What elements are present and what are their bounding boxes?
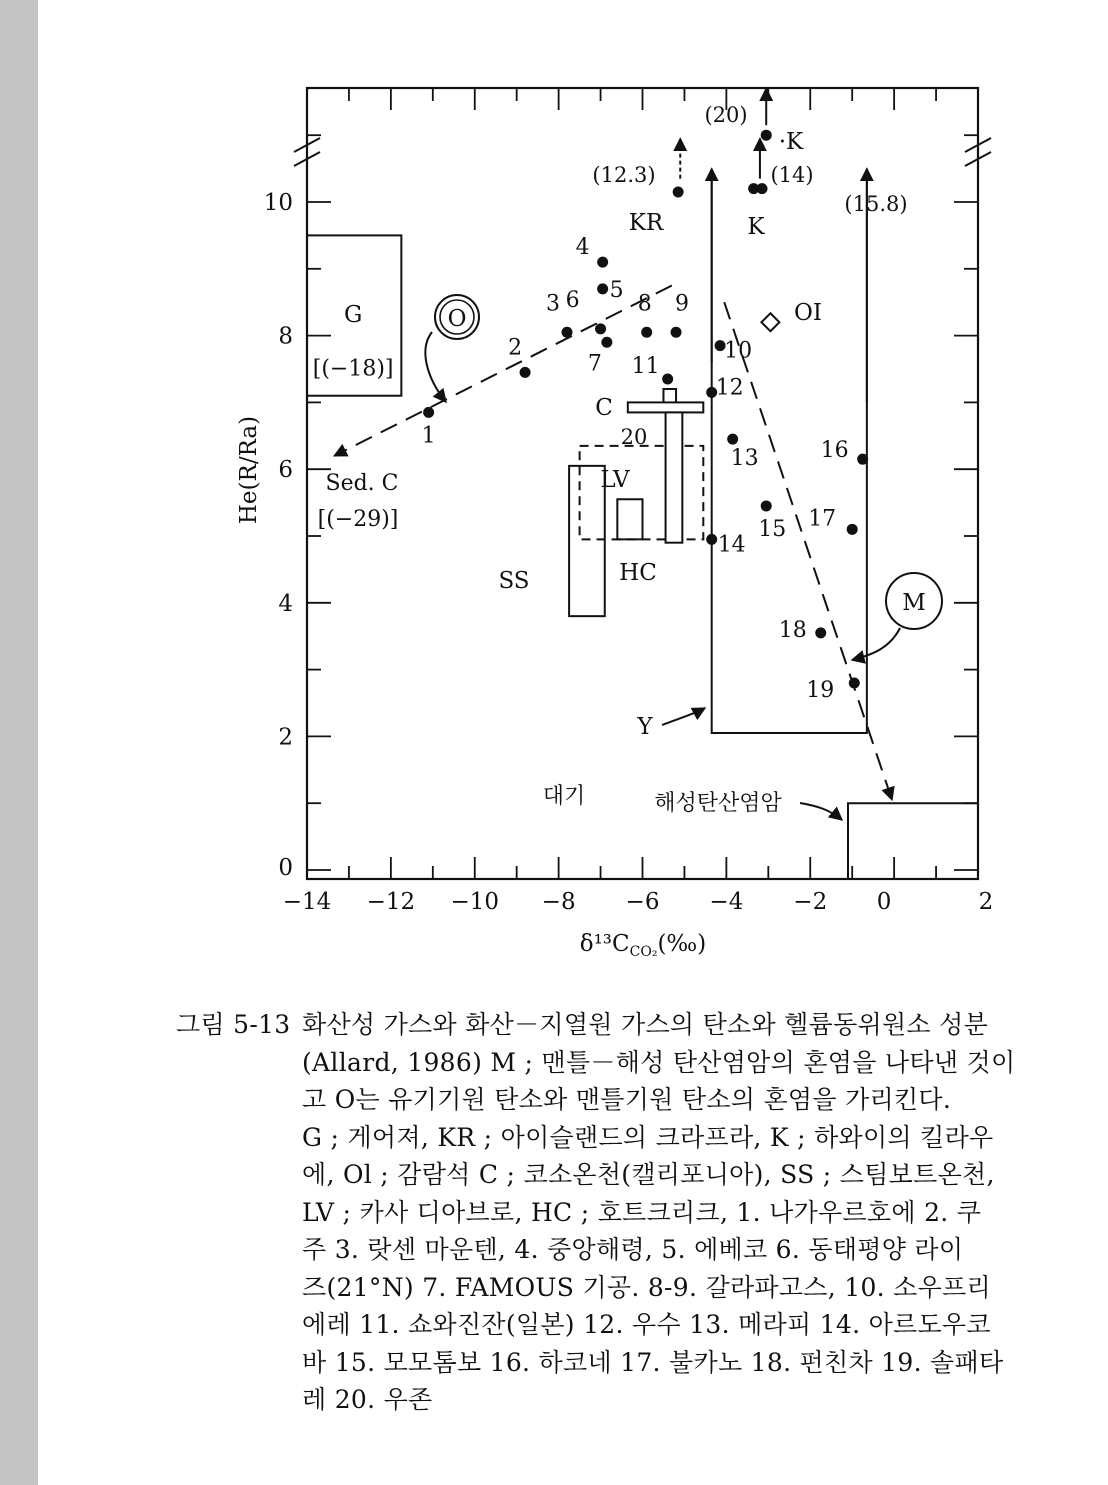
region-g-sublabel: [(−18)] — [312, 356, 394, 382]
data-point — [761, 130, 772, 141]
y-pointer-arrow — [662, 708, 705, 725]
data-point — [849, 677, 860, 688]
y-tick-label: 4 — [278, 590, 293, 617]
data-point — [641, 327, 652, 338]
x-tick-label: 2 — [978, 889, 994, 915]
point-label: 3 — [546, 291, 561, 317]
region-sedc-label: Sed. C — [325, 471, 399, 496]
circle-m-label: M — [902, 590, 926, 616]
point-label: 11 — [631, 354, 660, 380]
point-label: 1 — [421, 423, 436, 449]
x-tick-label: −14 — [282, 889, 332, 915]
data-point — [847, 524, 858, 535]
caption-line: 레 20. 우존 — [302, 1385, 433, 1414]
x-tick-label: 0 — [876, 889, 892, 915]
data-point — [597, 257, 608, 268]
region-marine-label: 해성탄산염암 — [654, 791, 782, 816]
k-label-upper: ·K — [778, 129, 804, 155]
point-label: 4 — [575, 235, 590, 261]
region-c-stem — [666, 412, 683, 542]
caption-line: LV ; 카사 디아브로, HC ; 호트크리크, 1. 나가우르호에 2. 쿠 — [302, 1197, 982, 1227]
data-point — [562, 327, 573, 338]
region-c-label: C — [595, 395, 613, 421]
point-label: 19 — [806, 677, 835, 703]
chart-labels — [313, 103, 926, 816]
point-label: 16 — [820, 438, 849, 464]
caption-line: 주 3. 랏센 마운텐, 4. 중앙해령, 5. 에베코 6. 동태평양 라이 — [302, 1235, 964, 1264]
oi-label: OI — [794, 300, 822, 326]
data-point — [727, 434, 738, 445]
oi-offscale-value: (15.8) — [844, 192, 908, 216]
data-point — [662, 374, 673, 385]
data-point — [761, 500, 772, 511]
point-label: 10 — [724, 338, 753, 364]
x-axis-title: $\delta^{13}C_{CO_2}(‰)$ — [579, 931, 707, 960]
region-marine — [848, 803, 978, 879]
data-point — [595, 323, 606, 334]
y-tick-label: 2 — [278, 724, 293, 751]
caption-label: 그림 5-13 — [176, 1010, 291, 1039]
region-lv — [580, 446, 704, 540]
y-tick-label: 10 — [263, 190, 293, 216]
data-point — [601, 337, 612, 348]
data-point — [706, 534, 717, 545]
caption-line: 에, Ol ; 감람석 C ; 코소온천(캘리포니아), SS ; 스팀보트온천, — [302, 1160, 995, 1189]
point-label: 13 — [730, 446, 759, 472]
region-lv-label: LV — [600, 467, 630, 493]
x-tick-label: −8 — [541, 889, 576, 915]
caption-line: G ; 게어져, KR ; 아이슬랜드의 크라프라, K ; 하와이의 킬라우 — [302, 1122, 994, 1152]
k-offscale-value-20: (20) — [704, 103, 748, 127]
region-hc — [617, 499, 642, 539]
y-axis-title: He(R/Ra) — [236, 415, 262, 525]
kr-label: KR — [628, 210, 664, 236]
data-point — [671, 327, 682, 338]
point-label: 7 — [587, 351, 602, 377]
point-label: 6 — [565, 287, 580, 313]
region-c-cap — [663, 389, 676, 402]
oi-diamond-marker — [761, 313, 779, 331]
point-label: 12 — [715, 375, 744, 401]
point-label: 17 — [808, 506, 837, 532]
m-pointer-arrow — [852, 628, 900, 660]
caption-line: 고 O는 유기기원 탄소와 맨틀기원 탄소의 혼염을 가리킨다. — [302, 1085, 952, 1114]
y-tick-label: 6 — [278, 457, 293, 484]
x-tick-label: −10 — [450, 889, 500, 915]
circle-o-label: O — [447, 306, 467, 332]
caption-line: 즈(21°N) 7. FAMOUS 기공. 8-9. 갈라파고스, 10. 소우프리 — [302, 1272, 991, 1302]
k-offscale-value-14: (14) — [770, 163, 814, 187]
caption-line: 에레 11. 쇼와진잔(일본) 12. 우수 13. 메라피 14. 아르도우코 — [302, 1310, 991, 1339]
x-tick-labels — [283, 889, 994, 915]
x-tick-label: −6 — [625, 889, 660, 915]
region-g-label: G — [343, 302, 363, 329]
caption-line: 화산성 가스와 화산－지열원 가스의 탄소와 헬륨동위원소 성분 — [302, 1010, 989, 1039]
data-point — [423, 407, 434, 418]
k-label-lower: K — [747, 214, 765, 240]
point-label: 15 — [758, 516, 787, 542]
x-tick-label: −4 — [709, 889, 744, 915]
marine-pointer-arrow — [800, 803, 842, 820]
point-label: 8 — [637, 291, 652, 317]
region-y-label: Y — [637, 714, 653, 740]
x-tick-label: −12 — [366, 889, 416, 915]
point-label: 9 — [675, 291, 690, 317]
x-tick-label: −2 — [793, 889, 828, 915]
region-ss-label: SS — [498, 568, 530, 594]
region-sedc-sublabel: [(−29)] — [317, 507, 399, 532]
data-point — [597, 283, 608, 294]
point-label: 18 — [778, 617, 807, 643]
caption-line: 바 15. 모모톰보 16. 하코네 17. 불카노 18. 펀친차 19. 솔패타 — [302, 1347, 1004, 1377]
point-label: 5 — [609, 277, 624, 303]
data-point — [520, 367, 531, 378]
y-tick-label: 8 — [278, 323, 293, 350]
caption-line: (Allard, 1986) M ; 맨틀－해성 탄산염암의 혼염을 나타낸 것이 — [302, 1047, 1016, 1077]
o-pointer-arrow — [425, 332, 446, 402]
region-hc-label: HC — [619, 560, 657, 586]
data-point — [757, 183, 768, 194]
y-tick-label: 0 — [278, 855, 293, 881]
point-label: 2 — [508, 335, 523, 361]
kr-offscale-value: (12.3) — [592, 163, 656, 187]
region-c-number: 20 — [620, 425, 648, 449]
data-point — [815, 627, 826, 638]
y-tick-labels — [264, 190, 293, 881]
atmosphere-label: 대기 — [542, 784, 586, 809]
region-c-bar — [628, 402, 703, 412]
point-label: 14 — [717, 532, 746, 558]
region-ss — [569, 466, 605, 616]
data-point — [673, 186, 684, 197]
data-point — [857, 454, 868, 465]
